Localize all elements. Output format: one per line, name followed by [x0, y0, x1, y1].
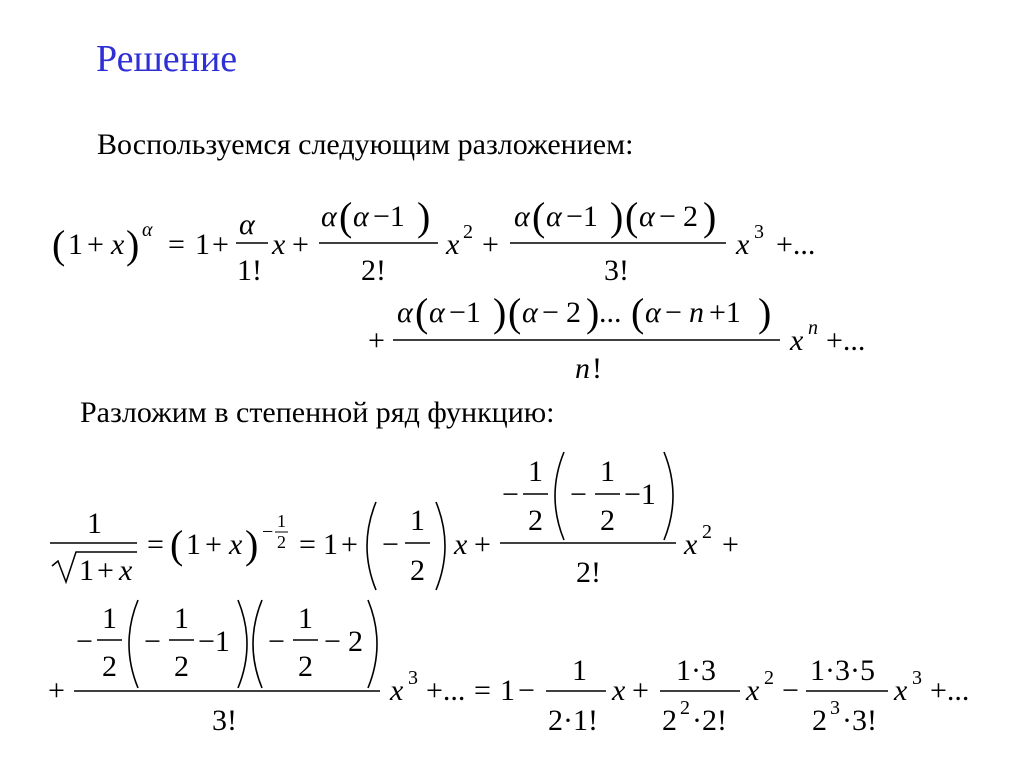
- svg-text:2!: 2!: [576, 556, 601, 589]
- svg-text:): ): [126, 222, 140, 267]
- svg-text:−: −: [782, 674, 799, 707]
- svg-text:α: α: [546, 200, 562, 233]
- svg-text:1: 1: [298, 602, 313, 635]
- svg-text:+: +: [341, 528, 358, 561]
- svg-text:x: x: [612, 674, 626, 707]
- svg-text:2: 2: [348, 625, 363, 658]
- svg-text:−: −: [665, 296, 682, 329]
- svg-text:x: x: [454, 528, 468, 561]
- svg-text:n: n: [808, 317, 818, 339]
- svg-text:1: 1: [528, 455, 543, 488]
- svg-text:(: (: [532, 194, 546, 239]
- svg-text:−1: −1: [624, 478, 656, 511]
- svg-text:n: n: [575, 352, 590, 385]
- svg-text:2: 2: [600, 504, 615, 537]
- svg-text:x: x: [446, 228, 460, 261]
- svg-text:−: −: [570, 478, 587, 511]
- svg-text:+...: +...: [426, 674, 466, 707]
- svg-text:x: x: [119, 554, 133, 587]
- svg-text:−1: −1: [449, 296, 481, 329]
- svg-text:α: α: [142, 219, 153, 241]
- svg-text:1: 1: [572, 654, 587, 687]
- svg-text:α: α: [514, 200, 530, 233]
- svg-text:1: 1: [87, 507, 102, 540]
- svg-text:α: α: [639, 200, 655, 233]
- svg-text:=: =: [168, 228, 185, 261]
- svg-text:+: +: [632, 674, 649, 707]
- svg-text:1: 1: [195, 228, 210, 261]
- svg-text:+: +: [292, 228, 309, 261]
- svg-text:=: =: [474, 674, 491, 707]
- svg-text:+: +: [474, 528, 491, 561]
- svg-text:3: 3: [408, 667, 418, 689]
- svg-text:+...: +...: [930, 674, 970, 707]
- svg-text:x: x: [111, 228, 125, 261]
- svg-text:1: 1: [600, 455, 615, 488]
- svg-text:1: 1: [500, 674, 515, 707]
- svg-text:): ): [493, 290, 507, 335]
- binomial-series-general-term: [368, 290, 865, 385]
- svg-text:+1: +1: [709, 296, 741, 329]
- svg-text:−: −: [324, 625, 341, 658]
- svg-text:2: 2: [812, 704, 827, 737]
- svg-text:x: x: [894, 674, 908, 707]
- svg-text:): ): [703, 194, 717, 239]
- svg-text:2: 2: [463, 221, 473, 243]
- svg-text:1!: 1!: [237, 254, 262, 287]
- svg-text:1: 1: [68, 228, 83, 261]
- svg-text:2: 2: [528, 504, 543, 537]
- svg-text:x: x: [790, 324, 804, 357]
- svg-text:(: (: [170, 522, 184, 567]
- svg-text:1: 1: [102, 602, 117, 635]
- svg-text:=: =: [147, 528, 164, 561]
- svg-text:...: ...: [599, 296, 622, 329]
- svg-text:(: (: [339, 194, 353, 239]
- svg-text:−: −: [502, 478, 519, 511]
- svg-text:−: −: [382, 528, 399, 561]
- svg-text:+: +: [212, 228, 229, 261]
- svg-text:x: x: [684, 528, 698, 561]
- svg-text:(: (: [415, 290, 429, 335]
- svg-text:1·3: 1·3: [676, 654, 716, 687]
- svg-text:2!: 2!: [361, 254, 386, 287]
- svg-text:α: α: [353, 200, 369, 233]
- svg-text:α: α: [321, 200, 337, 233]
- function-expansion-formula: [50, 452, 739, 590]
- slide-title: Решение: [96, 38, 238, 80]
- svg-text:1·3·5: 1·3·5: [810, 654, 875, 687]
- svg-text:(: (: [631, 290, 645, 335]
- svg-text:−1: −1: [373, 200, 405, 233]
- svg-text:α: α: [397, 296, 413, 329]
- svg-text:−: −: [262, 521, 274, 543]
- svg-text:2: 2: [702, 521, 712, 543]
- svg-text:+: +: [205, 528, 222, 561]
- svg-text:+: +: [722, 528, 739, 561]
- svg-text:3!: 3!: [604, 254, 629, 287]
- svg-text:+...: +...: [776, 228, 816, 261]
- svg-text:α: α: [239, 208, 255, 241]
- svg-text:): ): [610, 194, 624, 239]
- svg-text:1: 1: [323, 528, 338, 561]
- svg-text:2: 2: [277, 532, 286, 552]
- svg-text:+: +: [368, 324, 385, 357]
- svg-text:2: 2: [680, 697, 690, 719]
- svg-text:=: =: [299, 528, 316, 561]
- svg-text:−: −: [76, 625, 93, 658]
- svg-text:·2!: ·2!: [692, 704, 727, 737]
- svg-text:(: (: [625, 194, 639, 239]
- svg-text:α: α: [429, 296, 445, 329]
- svg-text:−1: −1: [198, 625, 230, 658]
- svg-text:): ): [417, 194, 431, 239]
- svg-text:α: α: [522, 296, 538, 329]
- svg-text:3!: 3!: [212, 704, 237, 737]
- svg-text:!: !: [592, 352, 602, 385]
- svg-text:3: 3: [754, 221, 764, 243]
- svg-text:2: 2: [764, 667, 774, 689]
- svg-text:2·1!: 2·1!: [548, 704, 598, 737]
- svg-text:1: 1: [174, 602, 189, 635]
- svg-text:2: 2: [298, 650, 313, 683]
- svg-text:2: 2: [102, 650, 117, 683]
- svg-text:2: 2: [662, 704, 677, 737]
- svg-text:−1: −1: [566, 200, 598, 233]
- function-expansion-continuation: [48, 600, 969, 737]
- svg-text:+: +: [87, 228, 104, 261]
- svg-text:·3!: ·3!: [842, 704, 877, 737]
- svg-text:x: x: [272, 228, 286, 261]
- binomial-series-formula: [52, 194, 815, 287]
- svg-text:(: (: [52, 222, 66, 267]
- svg-text:−: −: [518, 674, 535, 707]
- svg-text:1: 1: [186, 528, 201, 561]
- svg-text:1: 1: [277, 511, 286, 531]
- svg-text:x: x: [746, 674, 760, 707]
- svg-text:1: 1: [410, 504, 425, 537]
- svg-text:n: n: [689, 296, 704, 329]
- svg-text:3: 3: [912, 667, 922, 689]
- svg-text:2: 2: [410, 554, 425, 587]
- svg-text:1: 1: [79, 554, 94, 587]
- svg-text:+: +: [48, 674, 65, 707]
- svg-text:−: −: [659, 200, 676, 233]
- svg-text:(: (: [508, 290, 522, 335]
- svg-text:): ): [245, 522, 259, 567]
- svg-text:): ): [586, 290, 600, 335]
- svg-text:−: −: [268, 625, 285, 658]
- svg-text:2: 2: [683, 200, 698, 233]
- svg-text:): ): [758, 290, 772, 335]
- svg-text:3: 3: [830, 697, 840, 719]
- svg-text:2: 2: [174, 650, 189, 683]
- svg-text:x: x: [736, 228, 750, 261]
- expansion-paragraph: Разложим в степенной ряд функцию:: [80, 396, 555, 429]
- svg-text:x: x: [229, 528, 243, 561]
- svg-text:−: −: [542, 296, 559, 329]
- svg-text:+: +: [482, 228, 499, 261]
- svg-text:x: x: [390, 674, 404, 707]
- svg-text:2: 2: [566, 296, 581, 329]
- svg-text:+...: +...: [826, 324, 866, 357]
- svg-text:α: α: [645, 296, 661, 329]
- svg-text:+: +: [97, 554, 114, 587]
- svg-text:−: −: [144, 625, 161, 658]
- intro-paragraph: Воспользуемся следующим разложением:: [97, 128, 634, 161]
